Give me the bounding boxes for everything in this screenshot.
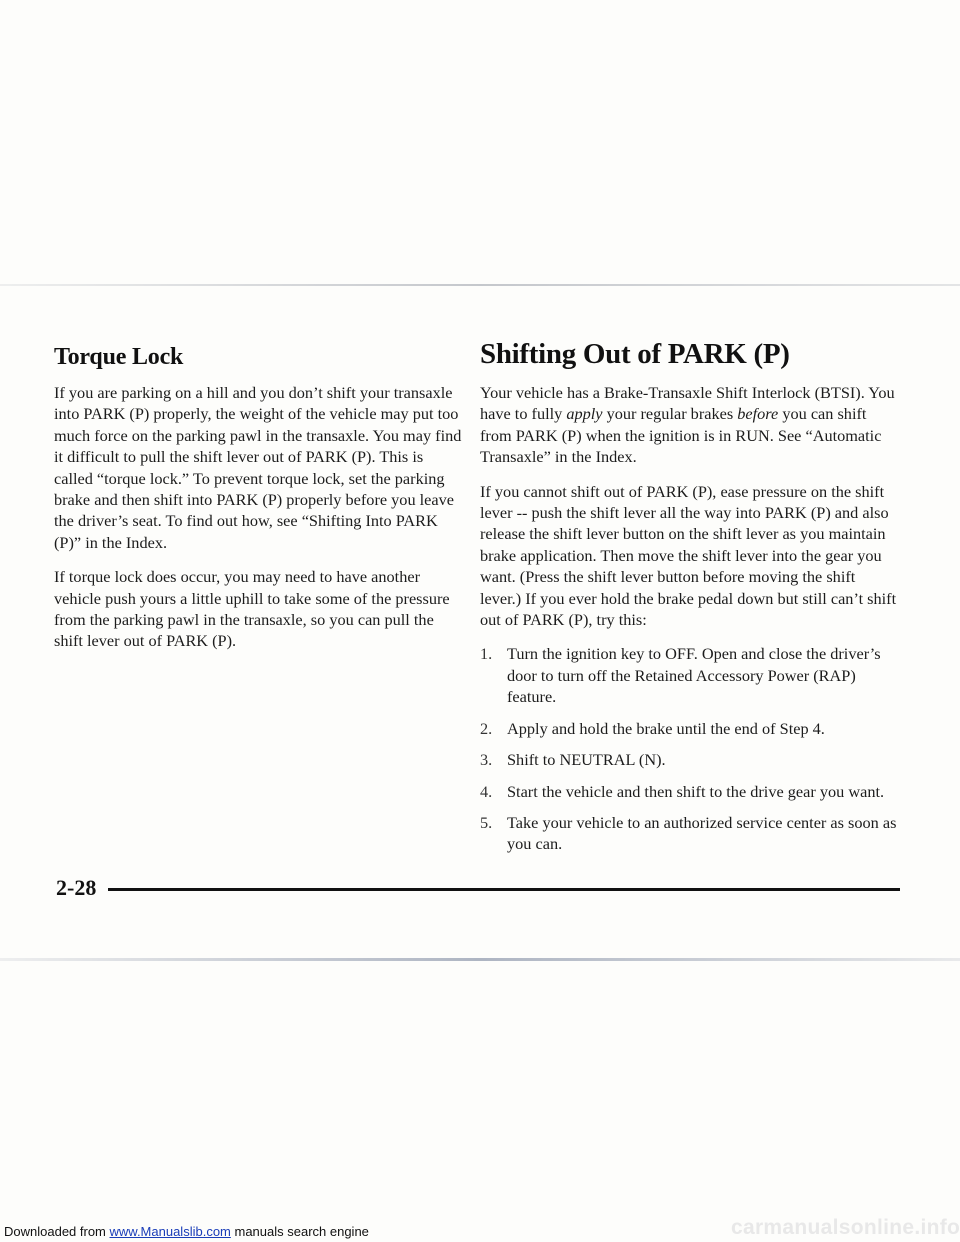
step-number: 2.	[480, 718, 493, 738]
section-title-shifting-out-of-park: Shifting Out of PARK (P)	[480, 338, 790, 370]
manualslib-link[interactable]: www.Manualslib.com	[109, 1224, 231, 1239]
paragraph: If you are parking on a hill and you don’t shift your transaxle into PARK (P) properly, the weight of the vehicle may put too much force on the parking pawl in the transaxle. You may find it difficult to pull the shift lever out of PARK (P). This is called “torque lock.” To prevent torque lock, set the parking brake and then shift into PARK (P) properly before you leave the driver’s seat. To find out how, see “Shifting Into PARK (P)” in the Index.	[54, 383, 462, 552]
step-number: 1.	[480, 644, 493, 664]
list-item: 4. Start the vehicle and then shift to the drive gear you want.	[480, 781, 885, 801]
scan-edge-bottom	[0, 958, 960, 961]
steps-list	[480, 643, 900, 854]
list-item: 5. Take your vehicle to an authorized service center as soon as you can.	[480, 812, 897, 854]
step-number: 4.	[480, 781, 493, 801]
step-number: 5.	[480, 812, 493, 832]
watermark: carmanualsonline.info	[731, 1216, 960, 1239]
shifting-out-of-park-section	[480, 338, 900, 865]
section-title-torque-lock: Torque Lock	[54, 344, 184, 370]
list-item: 1. Turn the ignition key to OFF. Open and close the driver’s door to turn off the Retained Accessory Power (RAP) feature.	[480, 644, 881, 707]
scan-edge-top	[0, 284, 960, 286]
emphasis-before: before	[737, 404, 779, 424]
torque-lock-section	[54, 344, 464, 665]
download-source-line: Downloaded from www.Manualslib.com manuals search engine	[4, 1224, 369, 1239]
paragraph-btsi: Your vehicle has a Brake-Transaxle Shift Interlock (BTSI). You have to fully apply your regular brakes before you can shift from PARK (P) when the ignition is in RUN. See “Automatic Transaxle” in the Index.	[480, 383, 895, 467]
emphasis-apply: apply	[566, 404, 603, 424]
page-number: 2-28	[56, 875, 97, 900]
list-item: 3. Shift to NEUTRAL (N).	[480, 750, 666, 770]
paragraph: If torque lock does occur, you may need to have another vehicle push yours a little uphill to take some of the pressure from the parking pawl in the transaxle, so you can pull the shift lever out of PARK (P).	[54, 567, 450, 651]
paragraph: If you cannot shift out of PARK (P), ease pressure on the shift lever -- push the shift lever all the way into PARK (P) and also release the shift lever button on the shift lever as you maintain brake application. Then move the shift lever into the gear you want. (Press the shift lever button before moving the shift lever.) If you ever hold the brake pedal down but still can’t shift out of PARK (P), try this:	[480, 481, 897, 630]
step-number: 3.	[480, 750, 493, 770]
list-item: 2. Apply and hold the brake until the end of Step 4.	[480, 718, 825, 738]
page-footer	[56, 873, 900, 903]
footer-rule	[108, 888, 900, 891]
